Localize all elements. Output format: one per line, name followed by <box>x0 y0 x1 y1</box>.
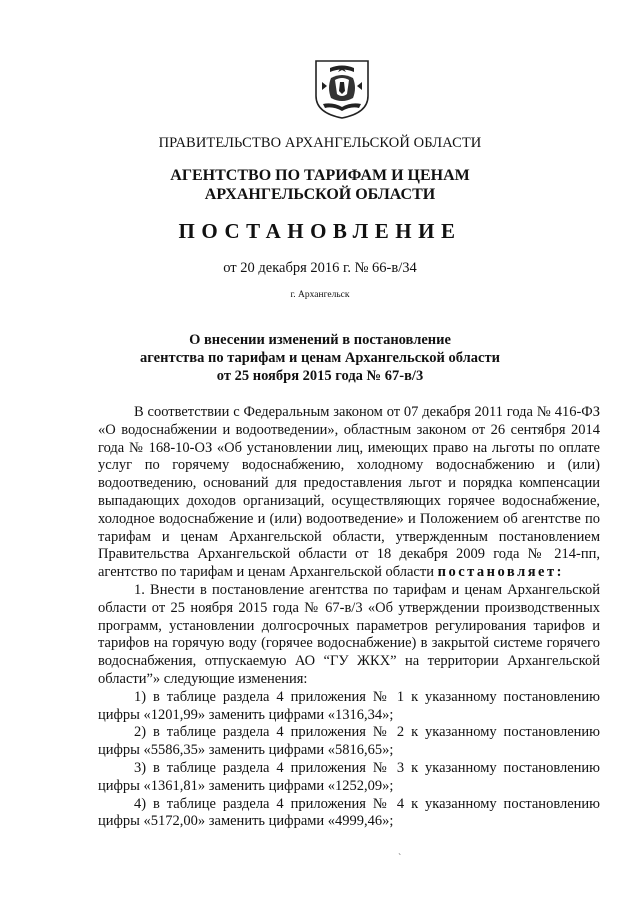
document-type-title: ПОСТАНОВЛЕНИЕ <box>178 219 462 243</box>
subitem-4-paragraph: 4) в таблице раздела 4 приложения № 4 к указанному постановлению цифры «5172,00» заменить цифрами «4999,46»; <box>98 795 600 830</box>
subject-line3: от 25 ноября 2015 года № 67-в/3 <box>216 368 424 384</box>
agency-name <box>0 166 640 204</box>
document-city: г. Архангельск <box>290 290 350 300</box>
agency-name-line2: АРХАНГЕЛЬСКОЙ ОБЛАСТИ <box>204 186 436 203</box>
agency-name-line1: АГЕНТСТВО ПО ТАРИФАМ И ЦЕНАМ <box>170 167 470 184</box>
government-name: ПРАВИТЕЛЬСТВО АРХАНГЕЛЬСКОЙ ОБЛАСТИ <box>158 135 482 151</box>
document-date-number: от 20 декабря 2016 г. № 66-в/34 <box>223 260 417 276</box>
subject-line1: О внесении изменений в постановление <box>189 332 451 348</box>
preamble-paragraph <box>98 404 600 582</box>
preamble-text: В соответствии с Федеральным законом от 07 декабря 2011 года № 416-ФЗ «О водоснабжении и водоотведении», областным законом от 26 сентября 2014 года № 168-10-ОЗ «Об установлении лиц, имеющих право на льготы по оплате услуг по горячему водоснабжению, холодному водоснабжению и (или) водоотведению, оснований для предоставления льгот и порядка компенсации выпадающих доходов организаций, осуществляющих горячее водоснабжение, холодное водоснабжение и (или) водоотведение» и Положением об агентстве по тарифам и ценам Архангельской области, утвержденным постановлением Правительства Архангельской области от 18 декабря 2009 года № 214-пп, агентство по тарифам и ценам Архангельской области <box>98 404 600 581</box>
item-1-paragraph: 1. Внести в постановление агентства по тарифам и ценам Архангельской области от 25 ноября 2015 года № 67-в/3 «Об утверждении производственных программ, установлении долгосрочных параметров регулирования тарифов и тарифов на горячую воду (горячее водоснабжение) в закрытой системе горячего водоснабжения, отпускаемую АО “ГУ ЖКХ” на территории Архангельской области”» следующие изменения: <box>98 581 600 687</box>
subitem-3-paragraph: 3) в таблице раздела 4 приложения № 3 к указанному постановлению цифры «1361,81» заменить цифрами «1252,09»; <box>98 759 600 794</box>
page-mark: ` <box>398 853 402 864</box>
subject-line2: агентства по тарифам и ценам Архангельской области <box>140 350 500 366</box>
subitem-1-paragraph: 1) в таблице раздела 4 приложения № 1 к указанному постановлению цифры «1201,99» заменить цифрами «1316,34»; <box>98 688 600 723</box>
coat-of-arms-icon <box>313 58 371 120</box>
subitem-2-paragraph: 2) в таблице раздела 4 приложения № 2 к указанному постановлению цифры «5586,35» заменить цифрами «5816,65»; <box>98 724 600 759</box>
decree-word: постановляет: <box>437 564 564 581</box>
document-subject <box>0 331 640 385</box>
document-body <box>98 404 600 831</box>
